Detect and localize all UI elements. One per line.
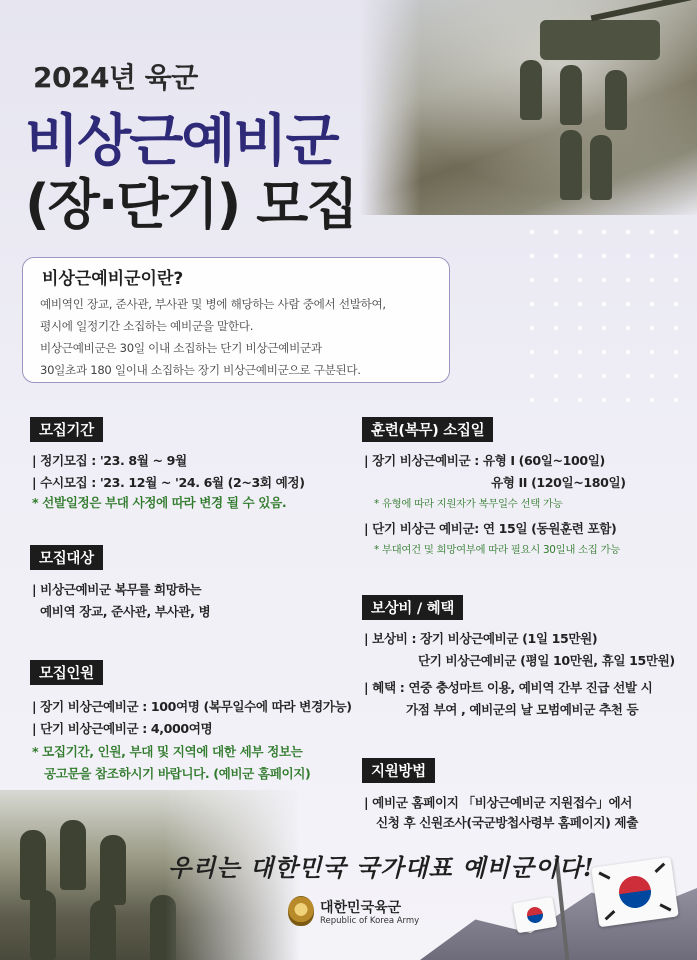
section-label-training: 훈련(복무) 소집일 [362, 417, 493, 442]
section-label-target: 모집대상 [30, 545, 103, 570]
army-emblem-icon [288, 896, 314, 926]
training-line: 유형 II (120일~180일) [491, 475, 626, 490]
benefits-line: 가점 부여 , 예비군의 날 모범예비군 추천 등 [406, 702, 639, 717]
army-logo-english: Republic of Korea Army [320, 916, 420, 926]
training-note: * 유형에 따라 지원자가 복무일수 선택 가능 [374, 498, 563, 510]
info-line: 비상근예비군은 30일 이내 소집하는 단기 비상근예비군과 [40, 341, 322, 355]
training-line: | 단기 비상근 예비군: 연 15일 (동원훈련 포함) [364, 521, 617, 536]
apply-line: | 예비군 홈페이지 「비상근예비군 지원접수」에서 [364, 795, 633, 810]
info-line: 30일초과 180 일이내 소집하는 장기 비상근예비군으로 구분된다. [40, 363, 361, 377]
benefits-line: 단기 비상근예비군 (평일 10만원, 휴일 15만원) [418, 653, 675, 668]
target-line: | 비상근예비군 복무를 희망하는 [32, 582, 202, 597]
info-title: 비상근예비군이란? [42, 269, 184, 289]
military-photo-top [360, 0, 697, 215]
section-label-benefits: 보상비 / 혜택 [362, 595, 463, 620]
section-label-apply: 지원방법 [362, 758, 435, 783]
training-line: | 장기 비상근예비군 : 유형 I (60일~100일) [364, 453, 605, 468]
info-line: 평시에 일정기간 소집하는 예비군을 말한다. [40, 319, 254, 333]
personnel-note: * 모집기간, 인원, 부대 및 지역에 대한 세부 정보는 [32, 744, 303, 759]
benefits-line: | 보상비 : 장기 비상근예비군 (1일 15만원) [364, 631, 598, 646]
dot-pattern-decoration [520, 220, 697, 420]
section-label-personnel: 모집인원 [30, 660, 103, 685]
benefits-line: | 혜택 : 연중 충성마트 이용, 예비역 간부 진급 선발 시 [364, 680, 653, 695]
training-note: * 부대여건 및 희망여부에 따라 필요시 30일내 소집 가능 [374, 544, 621, 556]
target-line: 예비역 장교, 준사관, 부사관, 병 [40, 604, 211, 619]
period-note: * 선발일정은 부대 사정에 따라 변경 될 수 있음. [32, 495, 287, 510]
apply-line: 신청 후 신원조사(국군방첩사령부 홈페이지) 제출 [376, 815, 638, 830]
period-line: | 정기모집 : '23. 8월 ~ 9월 [32, 453, 187, 468]
personnel-note: 공고문을 참조하시기 바랍니다. (예비군 홈페이지) [44, 766, 311, 781]
section-label-period: 모집기간 [30, 417, 103, 442]
info-line: 예비역인 장교, 준사관, 부사관 및 병에 해당하는 사람 중에서 선발하여, [40, 297, 386, 311]
slogan: 우리는 대한민국 국가대표 예비군이다! [168, 853, 595, 882]
korean-flag-icon [591, 857, 679, 928]
personnel-line: | 장기 비상근예비군 : 100여명 (복무일수에 따라 변경가능) [32, 699, 352, 714]
page-subtitle: (장·단기) 모집 [25, 173, 357, 236]
personnel-line: | 단기 비상근예비군 : 4,000여명 [32, 721, 213, 736]
period-line: | 수시모집 : '23. 12월 ~ '24. 6월 (2~3회 예정) [32, 475, 305, 490]
year-line: 2024년 육군 [33, 61, 198, 94]
page-title: 비상근예비군 [25, 109, 338, 174]
army-logo-korean: 대한민국육군 [320, 900, 402, 916]
